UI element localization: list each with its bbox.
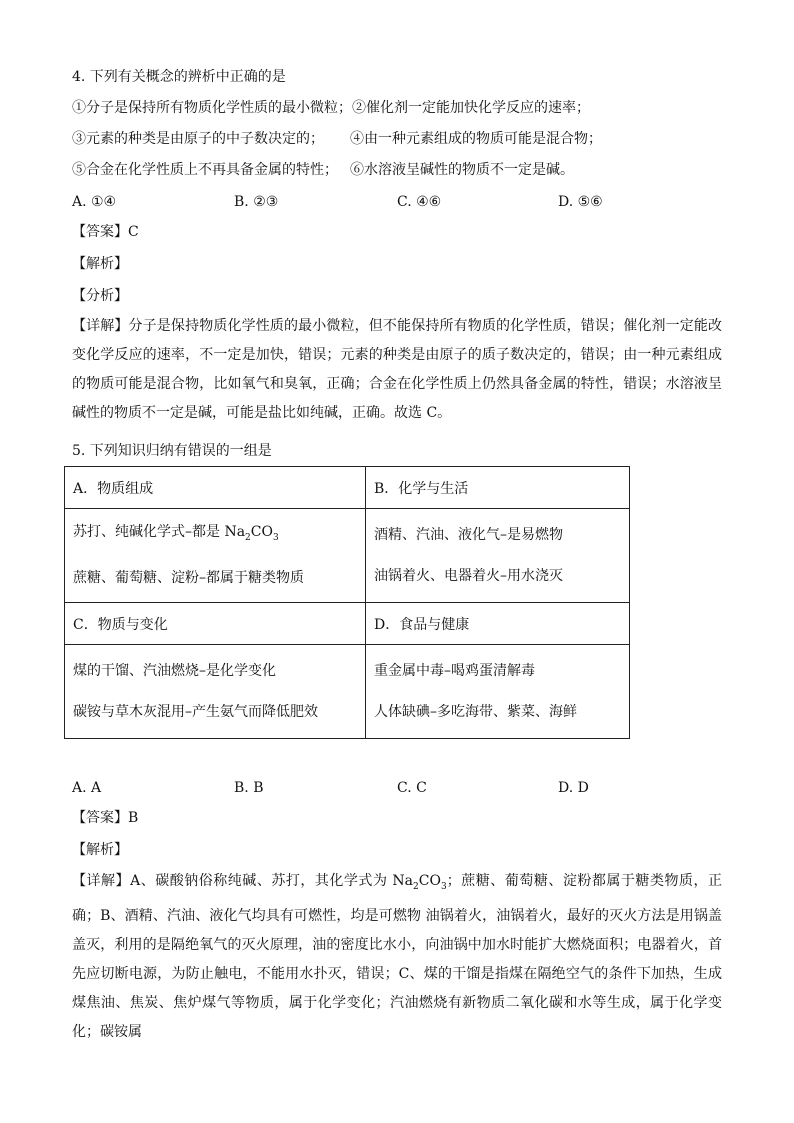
table-cell-a-body — [65, 509, 366, 603]
table-cell-d-head: D．食品与健康 — [366, 603, 630, 645]
table-cell-a-head: A．物质组成 — [65, 467, 366, 509]
table-c-line-2: 碳铵与草木灰混用–产生氨气而降低肥效 — [73, 703, 318, 720]
q5-option-b: B. B — [234, 780, 264, 796]
q5-answer: 【答案】B — [72, 810, 139, 826]
q5-detail: 【详解】A、碳酸钠俗称纯碱、苏打，其化学式为 $Na_2CO_3$；蔗糖、葡萄糖、淀粉都属于糖类物质，正确；B、酒精、汽油、液化气均具有可燃性，均是可燃物 油锅着火，油锅着火，最好的灭火方法是用锅盖盖灭，利用的是隔绝氧气的灭火原理，油的密度比水小，向油锅中加水时能扩大燃烧面积；电器着火，首先应切断电源，为防止触电，不能用水扑灭，错误；C、煤的干馏是指煤在隔绝空气的条件下加热，生成煤焦油、焦炭、焦炉煤气等物质，属于化学变化；汽油燃烧有新物质二氧化碳和水等生成，属于化学变化；碳铵属 — [72, 873, 723, 1040]
q5-analysis-label: 【解析】 — [72, 842, 128, 858]
q4-statement-5: ⑤合金在化学性质上不再具备金属的特性； — [72, 162, 338, 178]
q4-statement-1-2: ①分子是保持所有物质化学性质的最小微粒；②催化剂一定能加快化学反应的速率； — [72, 100, 590, 116]
table-cell-c-body — [65, 645, 366, 739]
table-cell-d-body — [366, 645, 630, 739]
q4-stem: 4. 下列有关概念的辨析中正确的是 — [72, 69, 286, 85]
q4-analysis-label: 【解析】 — [72, 256, 128, 272]
table-a-line-2: 蔗糖、葡萄糖、淀粉–都属于糖类物质 — [73, 570, 304, 587]
q4-statement-3: ③元素的种类是由原子的中子数决定的； — [72, 131, 324, 147]
q4-option-c: C. ④⑥ — [397, 194, 442, 210]
table-d-line-2: 人体缺碘–多吃海带、紫菜、海鲜 — [374, 703, 577, 720]
table-c-line-1: 煤的干馏、汽油燃烧–是化学变化 — [73, 662, 276, 679]
q4-statement-6: ⑥水溶液呈碱性的物质不一定是碱。 — [350, 162, 574, 178]
table-d-line-1: 重金属中毒–喝鸡蛋清解毒 — [374, 662, 535, 679]
q4-answer: 【答案】C — [72, 224, 139, 240]
q4-option-b: B. ②③ — [234, 194, 279, 210]
q5-stem: 5. 下列知识归纳有错误的一组是 — [72, 443, 272, 459]
q5-option-a: A. A — [72, 780, 102, 796]
table-b-line-2: 油锅着火、电器着火–用水浇灭 — [374, 567, 563, 584]
table-a-line-1: 苏打、纯碱化学式–都是 $Na_2CO_3$ — [73, 523, 279, 543]
q4-fenxi-label: 【分析】 — [72, 288, 128, 304]
q5-option-c: C. C — [397, 780, 427, 796]
q4-option-a: A. ①④ — [72, 194, 117, 210]
q4-option-d: D. ⑤⑥ — [558, 194, 603, 210]
q4-detail: 【详解】分子是保持物质化学性质的最小微粒，但不能保持所有物质的化学性质，错误；催化剂一定能改变化学反应的速率，不一定是加快，错误；元素的种类是由原子的质子数决定的，错误；由一种元素组成的物质可能是混合物，比如氧气和臭氧，正确；合金在化学性质上仍然具备金属的特性，错误；水溶液呈碱性的物质不一定是碱，可能是盐比如纯碱，正确。故选 C。 — [72, 318, 722, 421]
table-cell-c-head: C．物质与变化 — [65, 603, 366, 645]
q4-statement-4: ④由一种元素组成的物质可能是混合物； — [350, 131, 602, 147]
table-cell-b-body — [366, 509, 630, 603]
q5-option-d: D. D — [558, 780, 589, 796]
table-cell-b-head: B．化学与生活 — [366, 467, 630, 509]
table-b-line-1: 酒精、汽油、液化气–是易燃物 — [374, 526, 563, 543]
q5-knowledge-table — [64, 466, 630, 739]
